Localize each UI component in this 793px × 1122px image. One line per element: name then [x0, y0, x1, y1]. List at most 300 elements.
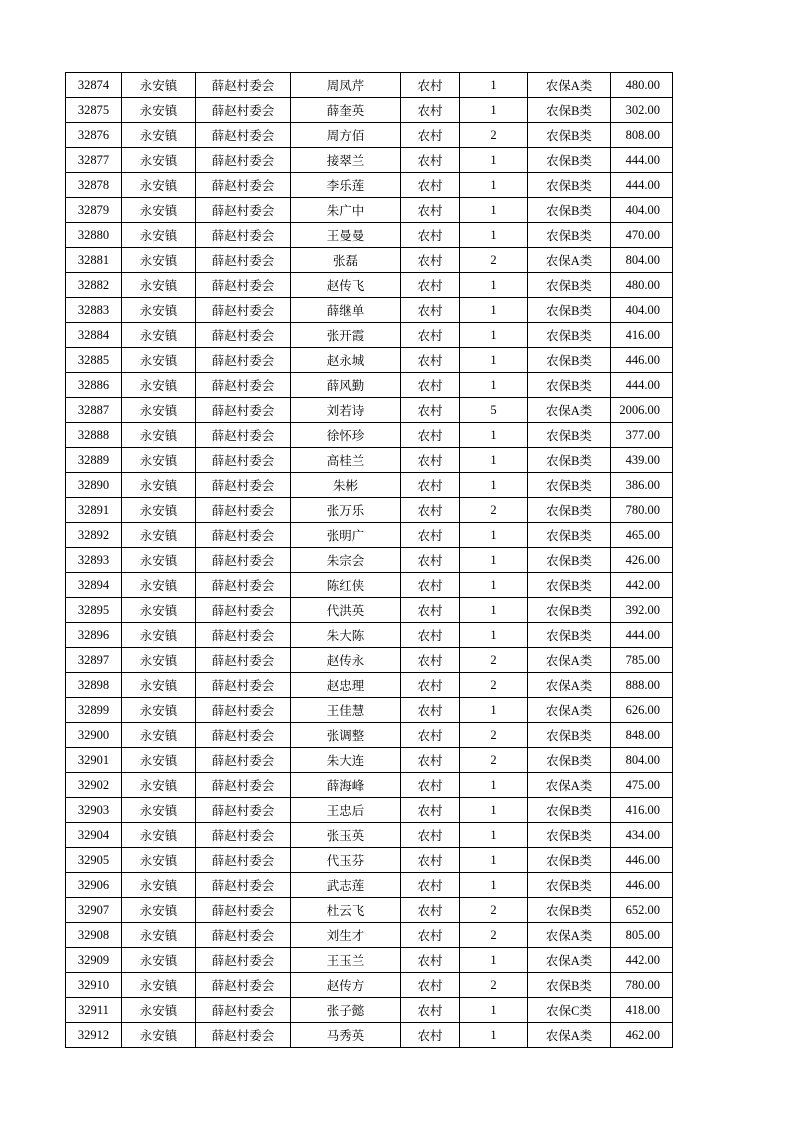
cell-id: 32895	[66, 598, 122, 623]
cell-town: 永安镇	[122, 73, 196, 98]
cell-count: 1	[460, 173, 528, 198]
cell-amount: 404.00	[611, 298, 673, 323]
cell-amount: 392.00	[611, 598, 673, 623]
cell-amount: 444.00	[611, 623, 673, 648]
cell-type: 农保B类	[528, 273, 611, 298]
cell-village: 薛赵村委会	[196, 823, 291, 848]
cell-area: 农村	[401, 173, 460, 198]
cell-area: 农村	[401, 373, 460, 398]
table-row	[66, 623, 673, 648]
cell-name: 接翠兰	[291, 148, 401, 173]
cell-count: 1	[460, 848, 528, 873]
cell-id: 32886	[66, 373, 122, 398]
table-row	[66, 873, 673, 898]
cell-area: 农村	[401, 698, 460, 723]
cell-type: 农保B类	[528, 623, 611, 648]
cell-amount: 434.00	[611, 823, 673, 848]
cell-count: 1	[460, 348, 528, 373]
cell-town: 永安镇	[122, 898, 196, 923]
cell-village: 薛赵村委会	[196, 298, 291, 323]
table-row	[66, 198, 673, 223]
table-row	[66, 448, 673, 473]
cell-count: 1	[460, 798, 528, 823]
table-row	[66, 473, 673, 498]
cell-area: 农村	[401, 298, 460, 323]
cell-area: 农村	[401, 223, 460, 248]
table-row	[66, 898, 673, 923]
cell-town: 永安镇	[122, 398, 196, 423]
cell-count: 1	[460, 998, 528, 1023]
cell-area: 农村	[401, 1023, 460, 1048]
cell-type: 农保B类	[528, 723, 611, 748]
cell-count: 1	[460, 698, 528, 723]
cell-type: 农保B类	[528, 848, 611, 873]
cell-amount: 416.00	[611, 323, 673, 348]
table-row	[66, 848, 673, 873]
cell-name: 代洪英	[291, 598, 401, 623]
cell-town: 永安镇	[122, 98, 196, 123]
cell-amount: 377.00	[611, 423, 673, 448]
cell-area: 农村	[401, 323, 460, 348]
cell-id: 32904	[66, 823, 122, 848]
cell-type: 农保B类	[528, 548, 611, 573]
cell-area: 农村	[401, 898, 460, 923]
cell-id: 32901	[66, 748, 122, 773]
cell-count: 2	[460, 898, 528, 923]
cell-id: 32888	[66, 423, 122, 448]
cell-type: 农保B类	[528, 448, 611, 473]
cell-type: 农保B类	[528, 373, 611, 398]
cell-amount: 439.00	[611, 448, 673, 473]
cell-count: 2	[460, 748, 528, 773]
cell-id: 32910	[66, 973, 122, 998]
cell-name: 马秀英	[291, 1023, 401, 1048]
cell-name: 武志莲	[291, 873, 401, 898]
cell-amount: 444.00	[611, 373, 673, 398]
cell-town: 永安镇	[122, 148, 196, 173]
cell-amount: 480.00	[611, 73, 673, 98]
cell-id: 32902	[66, 773, 122, 798]
cell-town: 永安镇	[122, 598, 196, 623]
table-row	[66, 348, 673, 373]
cell-village: 薛赵村委会	[196, 623, 291, 648]
cell-area: 农村	[401, 623, 460, 648]
table-row	[66, 948, 673, 973]
cell-id: 32877	[66, 148, 122, 173]
cell-town: 永安镇	[122, 223, 196, 248]
table-body	[66, 73, 673, 1048]
cell-town: 永安镇	[122, 248, 196, 273]
cell-count: 2	[460, 123, 528, 148]
cell-count: 1	[460, 148, 528, 173]
cell-name: 高桂兰	[291, 448, 401, 473]
cell-town: 永安镇	[122, 573, 196, 598]
cell-name: 张子懿	[291, 998, 401, 1023]
cell-village: 薛赵村委会	[196, 273, 291, 298]
cell-town: 永安镇	[122, 273, 196, 298]
cell-name: 张开霞	[291, 323, 401, 348]
cell-amount: 785.00	[611, 648, 673, 673]
cell-village: 薛赵村委会	[196, 748, 291, 773]
cell-village: 薛赵村委会	[196, 673, 291, 698]
table-row	[66, 398, 673, 423]
table-row	[66, 173, 673, 198]
cell-amount: 780.00	[611, 498, 673, 523]
cell-id: 32896	[66, 623, 122, 648]
cell-village: 薛赵村委会	[196, 348, 291, 373]
cell-village: 薛赵村委会	[196, 498, 291, 523]
cell-count: 1	[460, 423, 528, 448]
benefits-table	[65, 72, 673, 1048]
cell-type: 农保A类	[528, 648, 611, 673]
cell-type: 农保A类	[528, 698, 611, 723]
cell-amount: 444.00	[611, 148, 673, 173]
cell-amount: 442.00	[611, 573, 673, 598]
cell-id: 32912	[66, 1023, 122, 1048]
cell-amount: 386.00	[611, 473, 673, 498]
cell-area: 农村	[401, 973, 460, 998]
cell-area: 农村	[401, 848, 460, 873]
cell-id: 32893	[66, 548, 122, 573]
cell-id: 32876	[66, 123, 122, 148]
cell-village: 薛赵村委会	[196, 798, 291, 823]
cell-area: 农村	[401, 873, 460, 898]
cell-count: 1	[460, 298, 528, 323]
cell-name: 赵永城	[291, 348, 401, 373]
cell-type: 农保B类	[528, 748, 611, 773]
table-row	[66, 223, 673, 248]
table-row	[66, 373, 673, 398]
cell-amount: 848.00	[611, 723, 673, 748]
cell-count: 2	[460, 498, 528, 523]
cell-amount: 808.00	[611, 123, 673, 148]
table-row	[66, 548, 673, 573]
cell-name: 张万乐	[291, 498, 401, 523]
cell-amount: 2006.00	[611, 398, 673, 423]
cell-village: 薛赵村委会	[196, 323, 291, 348]
cell-amount: 416.00	[611, 798, 673, 823]
cell-town: 永安镇	[122, 348, 196, 373]
cell-count: 1	[460, 1023, 528, 1048]
cell-town: 永安镇	[122, 473, 196, 498]
cell-area: 农村	[401, 598, 460, 623]
cell-id: 32905	[66, 848, 122, 873]
cell-name: 赵传永	[291, 648, 401, 673]
cell-count: 1	[460, 473, 528, 498]
cell-village: 薛赵村委会	[196, 698, 291, 723]
cell-town: 永安镇	[122, 673, 196, 698]
cell-town: 永安镇	[122, 623, 196, 648]
cell-type: 农保B类	[528, 598, 611, 623]
table-row	[66, 823, 673, 848]
cell-count: 1	[460, 573, 528, 598]
cell-name: 张明广	[291, 523, 401, 548]
table-row	[66, 1023, 673, 1048]
cell-area: 农村	[401, 473, 460, 498]
cell-village: 薛赵村委会	[196, 373, 291, 398]
cell-name: 王忠后	[291, 798, 401, 823]
cell-area: 农村	[401, 998, 460, 1023]
cell-name: 李乐莲	[291, 173, 401, 198]
table-row	[66, 748, 673, 773]
cell-village: 薛赵村委会	[196, 123, 291, 148]
cell-area: 农村	[401, 423, 460, 448]
cell-name: 赵传方	[291, 973, 401, 998]
cell-name: 陈红侠	[291, 573, 401, 598]
cell-id: 32883	[66, 298, 122, 323]
cell-type: 农保B类	[528, 498, 611, 523]
cell-area: 农村	[401, 673, 460, 698]
cell-town: 永安镇	[122, 498, 196, 523]
cell-village: 薛赵村委会	[196, 173, 291, 198]
cell-count: 1	[460, 198, 528, 223]
cell-village: 薛赵村委会	[196, 448, 291, 473]
cell-id: 32889	[66, 448, 122, 473]
cell-type: 农保B类	[528, 98, 611, 123]
cell-count: 1	[460, 598, 528, 623]
cell-town: 永安镇	[122, 548, 196, 573]
cell-type: 农保B类	[528, 298, 611, 323]
cell-village: 薛赵村委会	[196, 723, 291, 748]
cell-name: 赵传飞	[291, 273, 401, 298]
cell-town: 永安镇	[122, 198, 196, 223]
cell-amount: 804.00	[611, 748, 673, 773]
cell-count: 2	[460, 723, 528, 748]
cell-area: 农村	[401, 123, 460, 148]
cell-name: 朱大连	[291, 748, 401, 773]
table-row	[66, 423, 673, 448]
table-row	[66, 323, 673, 348]
cell-count: 1	[460, 823, 528, 848]
cell-type: 农保B类	[528, 898, 611, 923]
cell-id: 32891	[66, 498, 122, 523]
cell-name: 周凤芹	[291, 73, 401, 98]
cell-count: 1	[460, 373, 528, 398]
cell-id: 32880	[66, 223, 122, 248]
cell-name: 薛海峰	[291, 773, 401, 798]
cell-id: 32875	[66, 98, 122, 123]
cell-village: 薛赵村委会	[196, 598, 291, 623]
table-row	[66, 998, 673, 1023]
cell-type: 农保C类	[528, 998, 611, 1023]
cell-type: 农保A类	[528, 773, 611, 798]
cell-count: 1	[460, 873, 528, 898]
cell-count: 1	[460, 323, 528, 348]
cell-type: 农保B类	[528, 798, 611, 823]
cell-village: 薛赵村委会	[196, 98, 291, 123]
cell-area: 农村	[401, 98, 460, 123]
cell-area: 农村	[401, 948, 460, 973]
cell-village: 薛赵村委会	[196, 423, 291, 448]
cell-count: 2	[460, 923, 528, 948]
table-row	[66, 123, 673, 148]
cell-area: 农村	[401, 923, 460, 948]
cell-id: 32897	[66, 648, 122, 673]
cell-amount: 446.00	[611, 348, 673, 373]
cell-area: 农村	[401, 523, 460, 548]
cell-count: 1	[460, 523, 528, 548]
cell-amount: 446.00	[611, 848, 673, 873]
cell-type: 农保B类	[528, 423, 611, 448]
cell-village: 薛赵村委会	[196, 523, 291, 548]
cell-type: 农保B类	[528, 873, 611, 898]
cell-village: 薛赵村委会	[196, 873, 291, 898]
cell-id: 32908	[66, 923, 122, 948]
cell-village: 薛赵村委会	[196, 1023, 291, 1048]
cell-type: 农保A类	[528, 1023, 611, 1048]
cell-town: 永安镇	[122, 448, 196, 473]
cell-village: 薛赵村委会	[196, 898, 291, 923]
cell-type: 农保B类	[528, 223, 611, 248]
cell-town: 永安镇	[122, 648, 196, 673]
table-row	[66, 148, 673, 173]
cell-amount: 652.00	[611, 898, 673, 923]
cell-id: 32887	[66, 398, 122, 423]
cell-town: 永安镇	[122, 373, 196, 398]
cell-id: 32892	[66, 523, 122, 548]
cell-type: 农保B类	[528, 173, 611, 198]
cell-village: 薛赵村委会	[196, 73, 291, 98]
cell-count: 1	[460, 73, 528, 98]
cell-id: 32890	[66, 473, 122, 498]
cell-village: 薛赵村委会	[196, 948, 291, 973]
table-row	[66, 523, 673, 548]
cell-area: 农村	[401, 73, 460, 98]
cell-type: 农保B类	[528, 323, 611, 348]
table-row	[66, 723, 673, 748]
cell-name: 薛风勤	[291, 373, 401, 398]
cell-village: 薛赵村委会	[196, 148, 291, 173]
cell-name: 刘若诗	[291, 398, 401, 423]
cell-town: 永安镇	[122, 798, 196, 823]
cell-amount: 442.00	[611, 948, 673, 973]
cell-name: 王玉兰	[291, 948, 401, 973]
cell-id: 32903	[66, 798, 122, 823]
table-row	[66, 648, 673, 673]
cell-name: 徐怀珍	[291, 423, 401, 448]
cell-town: 永安镇	[122, 523, 196, 548]
cell-name: 张玉英	[291, 823, 401, 848]
cell-area: 农村	[401, 273, 460, 298]
cell-name: 刘生才	[291, 923, 401, 948]
cell-amount: 626.00	[611, 698, 673, 723]
cell-village: 薛赵村委会	[196, 223, 291, 248]
cell-village: 薛赵村委会	[196, 548, 291, 573]
cell-type: 农保B类	[528, 973, 611, 998]
cell-type: 农保A类	[528, 948, 611, 973]
table-row	[66, 773, 673, 798]
cell-area: 农村	[401, 798, 460, 823]
cell-town: 永安镇	[122, 998, 196, 1023]
cell-village: 薛赵村委会	[196, 473, 291, 498]
cell-name: 朱广中	[291, 198, 401, 223]
cell-town: 永安镇	[122, 848, 196, 873]
cell-town: 永安镇	[122, 948, 196, 973]
cell-area: 农村	[401, 573, 460, 598]
cell-town: 永安镇	[122, 698, 196, 723]
cell-id: 32885	[66, 348, 122, 373]
cell-type: 农保B类	[528, 823, 611, 848]
cell-id: 32881	[66, 248, 122, 273]
cell-village: 薛赵村委会	[196, 573, 291, 598]
cell-area: 农村	[401, 448, 460, 473]
cell-type: 农保B类	[528, 523, 611, 548]
table-row	[66, 498, 673, 523]
cell-amount: 804.00	[611, 248, 673, 273]
cell-type: 农保B类	[528, 148, 611, 173]
table-row	[66, 698, 673, 723]
cell-id: 32884	[66, 323, 122, 348]
cell-count: 1	[460, 448, 528, 473]
cell-village: 薛赵村委会	[196, 398, 291, 423]
table-row	[66, 298, 673, 323]
cell-type: 农保B类	[528, 573, 611, 598]
cell-town: 永安镇	[122, 123, 196, 148]
cell-town: 永安镇	[122, 748, 196, 773]
cell-count: 1	[460, 773, 528, 798]
cell-amount: 780.00	[611, 973, 673, 998]
cell-area: 农村	[401, 773, 460, 798]
cell-village: 薛赵村委会	[196, 973, 291, 998]
cell-town: 永安镇	[122, 823, 196, 848]
cell-town: 永安镇	[122, 723, 196, 748]
table-row	[66, 923, 673, 948]
cell-town: 永安镇	[122, 973, 196, 998]
cell-type: 农保B类	[528, 348, 611, 373]
cell-area: 农村	[401, 748, 460, 773]
cell-type: 农保B类	[528, 123, 611, 148]
table-row	[66, 248, 673, 273]
cell-id: 32911	[66, 998, 122, 1023]
cell-id: 32878	[66, 173, 122, 198]
cell-amount: 446.00	[611, 873, 673, 898]
cell-amount: 404.00	[611, 198, 673, 223]
cell-village: 薛赵村委会	[196, 648, 291, 673]
cell-amount: 462.00	[611, 1023, 673, 1048]
cell-name: 薛奎英	[291, 98, 401, 123]
cell-count: 1	[460, 548, 528, 573]
cell-amount: 888.00	[611, 673, 673, 698]
cell-area: 农村	[401, 198, 460, 223]
cell-village: 薛赵村委会	[196, 248, 291, 273]
cell-amount: 475.00	[611, 773, 673, 798]
cell-village: 薛赵村委会	[196, 998, 291, 1023]
cell-type: 农保B类	[528, 473, 611, 498]
cell-id: 32900	[66, 723, 122, 748]
cell-town: 永安镇	[122, 423, 196, 448]
cell-area: 农村	[401, 823, 460, 848]
cell-count: 1	[460, 223, 528, 248]
cell-count: 2	[460, 973, 528, 998]
cell-name: 王佳慧	[291, 698, 401, 723]
cell-amount: 480.00	[611, 273, 673, 298]
cell-amount: 470.00	[611, 223, 673, 248]
cell-area: 农村	[401, 248, 460, 273]
table-row	[66, 573, 673, 598]
cell-count: 1	[460, 273, 528, 298]
cell-name: 朱大陈	[291, 623, 401, 648]
cell-town: 永安镇	[122, 923, 196, 948]
cell-name: 杜云飞	[291, 898, 401, 923]
cell-town: 永安镇	[122, 873, 196, 898]
cell-name: 薛继单	[291, 298, 401, 323]
cell-id: 32894	[66, 573, 122, 598]
cell-name: 朱彬	[291, 473, 401, 498]
cell-id: 32874	[66, 73, 122, 98]
cell-count: 2	[460, 673, 528, 698]
table-row	[66, 673, 673, 698]
document-page	[65, 72, 673, 1048]
